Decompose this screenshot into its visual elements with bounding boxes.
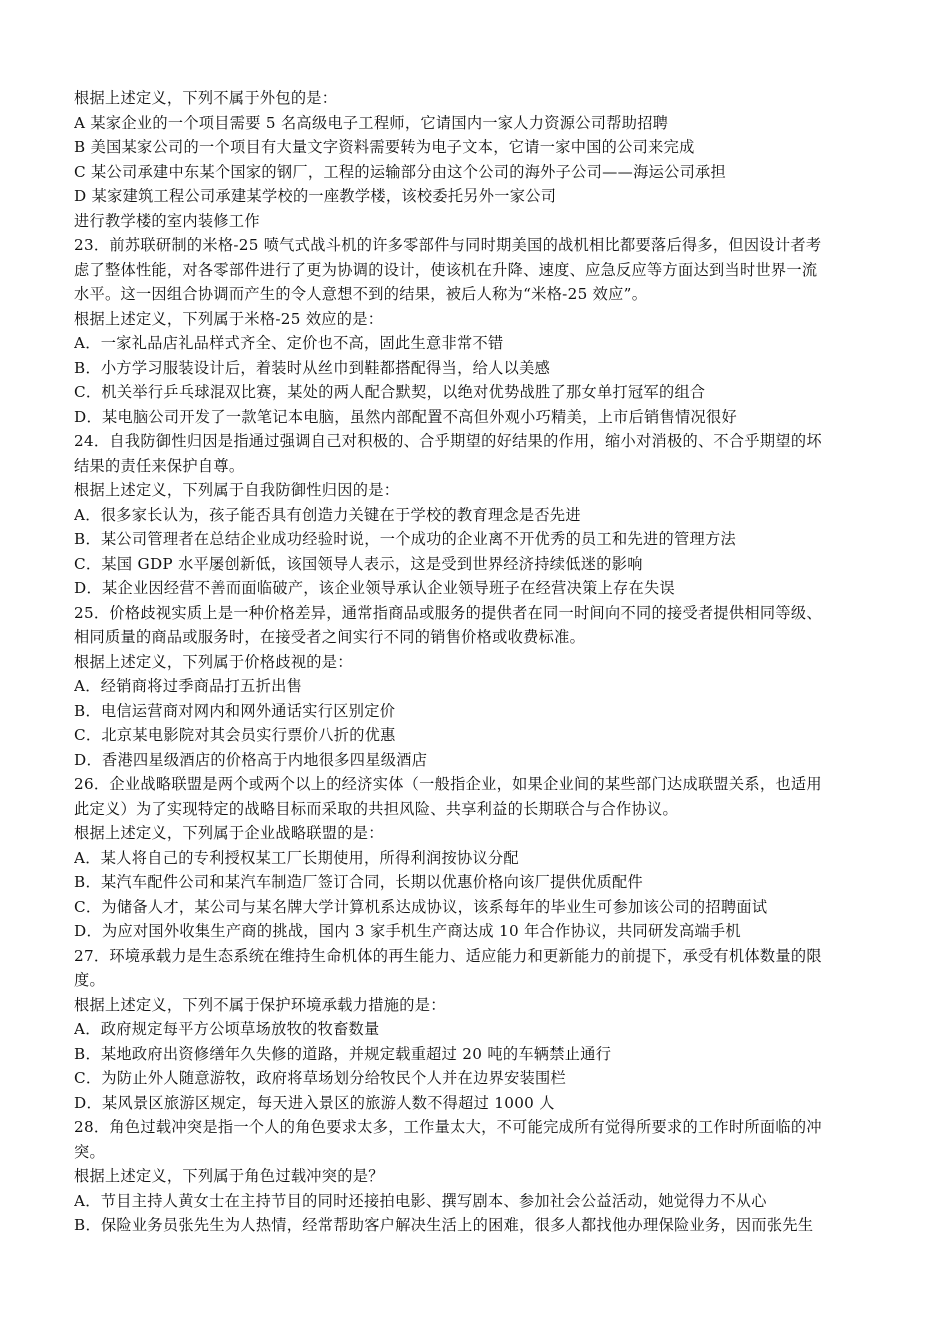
text-line: 虑了整体性能，对各零部件进行了更为协调的设计，使该机在升降、速度、应急反应等方面达到当时世界一流	[74, 260, 818, 279]
option-b: B．电信运营商对网内和网外通话实行区别定价	[74, 701, 396, 720]
option-a: A．一家礼品店礼品样式齐全、定价也不高，固此生意非常不错	[74, 334, 504, 352]
text-line: 度。	[74, 971, 105, 989]
option-b: B 美国某家公司的一个项目有大量文字资料需要转为电子文本，它请一家中国的公司来完成	[74, 138, 695, 156]
option-a: A．政府规定每平方公顷草场放牧的牧畜数量	[74, 1020, 380, 1038]
question-27: 27．环境承载力是生态系统在维持生命机体的再生能力、适应能力和更新能力的前提下，承受有机体数量的限	[74, 946, 822, 965]
question-23: 23．前苏联研制的米格-25 喷气式战斗机的许多零部件与同时期美国的战机相比都要落后得多，但因设计者考	[74, 236, 822, 254]
question-25: 25．价格歧视实质上是一种价格差异，通常指商品或服务的提供者在同一时间向不同的接受者提供相同等级、	[74, 603, 822, 622]
question-prompt: 根据上述定义，下列属于米格-25 效应的是：	[74, 309, 384, 328]
option-b: B．小方学习服装设计后，着装时从丝巾到鞋都搭配得当，给人以美感	[74, 358, 551, 377]
option-c: C．某国 GDP 水平屡创新低，该国领导人表示，这是受到世界经济持续低迷的影响	[74, 554, 643, 573]
text-line: 此定义）为了实现特定的战略目标而采取的共担风险、共享利益的长期联合与合作协议。	[74, 799, 679, 818]
text-line: 相同质量的商品或服务时，在接受者之间实行不同的销售价格或收费标准。	[74, 628, 586, 646]
option-d: D．为应对国外收集生产商的挑战，国内 3 家手机生产商达成 10 年合作协议，共同研发高端手机	[74, 922, 741, 940]
option-b: B．某汽车配件公司和某汽车制造厂签订合同，长期以优惠价格向该厂提供优质配件	[74, 873, 644, 891]
text-line: 水平。这一因组合协调而产生的令人意想不到的结果，被后人称为“米格-25 效应”。	[74, 285, 648, 303]
option-c: C．为防止外人随意游牧，政府将草场划分给牧民个人并在边界安装围栏	[74, 1069, 567, 1087]
question-26: 26．企业战略联盟是两个或两个以上的经济实体（一般指企业，如果企业间的某些部门达成联盟关系，也适用	[74, 775, 822, 793]
option-c: C．机关举行乒乓球混双比赛，某处的两人配合默契，以绝对优势战胜了那女单打冠军的组合	[74, 383, 706, 401]
text-line: 根据上述定义，下列不属于外包的是：	[74, 89, 338, 107]
option-d: D．香港四星级酒店的价格高于内地很多四星级酒店	[74, 750, 428, 769]
option-c: C 某公司承建中东某个国家的钢厂，工程的运输部分由这个公司的海外子公司——海运公司承担	[74, 162, 727, 181]
question-prompt: 根据上述定义，下列属于角色过载冲突的是？	[74, 1167, 384, 1185]
question-prompt: 根据上述定义，下列属于企业战略联盟的是：	[74, 824, 384, 842]
option-b: B．某公司管理者在总结企业成功经验时说，一个成功的企业离不开优秀的员工和先进的管理方法	[74, 530, 736, 548]
option-c: C．北京某电影院对其会员实行票价八折的优惠	[74, 726, 396, 744]
option-a: A．很多家长认为，孩子能否具有创造力关键在于学校的教育理念是否先进	[74, 505, 581, 524]
question-prompt: 根据上述定义，下列不属于保护环境承载力措施的是：	[74, 995, 446, 1014]
option-d: D．某电脑公司开发了一款笔记本电脑，虽然内部配置不高但外观小巧精美，上市后销售情况很好	[74, 407, 737, 426]
option-b: B．某地政府出资修缮年久失修的道路，并规定载重超过 20 吨的车辆禁止通行	[74, 1044, 612, 1063]
option-d: D 某家建筑工程公司承建某学校的一座教学楼，该校委托另外一家公司	[74, 187, 557, 205]
text-line: 进行教学楼的室内装修工作	[74, 211, 260, 230]
question-prompt: 根据上述定义，下列属于自我防御性归因的是：	[74, 481, 400, 499]
document-page	[74, 86, 880, 1238]
text-line: 结果的责任来保护自尊。	[74, 456, 245, 475]
option-a: A 某家企业的一个项目需要 5 名高级电子工程师，它请国内一家人力资源公司帮助招聘	[74, 113, 669, 132]
question-28: 28．角色过载冲突是指一个人的角色要求太多，工作量太大，不可能完成所有觉得所要求的工作时所面临的冲	[74, 1118, 822, 1136]
question-24: 24．自我防御性归因是指通过强调自己对积极的、合乎期望的好结果的作用，缩小对消极的、不合乎期望的坏	[74, 432, 822, 450]
option-d: D．某企业因经营不善而面临破产，该企业领导承认企业领导班子在经营决策上存在失误	[74, 579, 676, 597]
option-a: A．节目主持人黄女士在主持节目的同时还接拍电影、撰写剧本、参加社会公益活动，她觉得力不从心	[74, 1191, 767, 1210]
option-d: D．某风景区旅游区规定，每天进入景区的旅游人数不得超过 1000 人	[74, 1093, 555, 1112]
text-line: 突。	[74, 1142, 105, 1161]
option-a: A．某人将自己的专利授权某工厂长期使用，所得利润按协议分配	[74, 848, 519, 867]
option-a: A．经销商将过季商品打五折出售	[74, 677, 303, 695]
option-c: C．为储备人才，某公司与某名牌大学计算机系达成协议，该系每年的毕业生可参加该公司的招聘面试	[74, 897, 768, 916]
question-prompt: 根据上述定义，下列属于价格歧视的是：	[74, 652, 353, 671]
option-b: B．保险业务员张先生为人热情，经常帮助客户解决生活上的困难，很多人都找他办理保险业务，因而张先生	[74, 1216, 814, 1234]
